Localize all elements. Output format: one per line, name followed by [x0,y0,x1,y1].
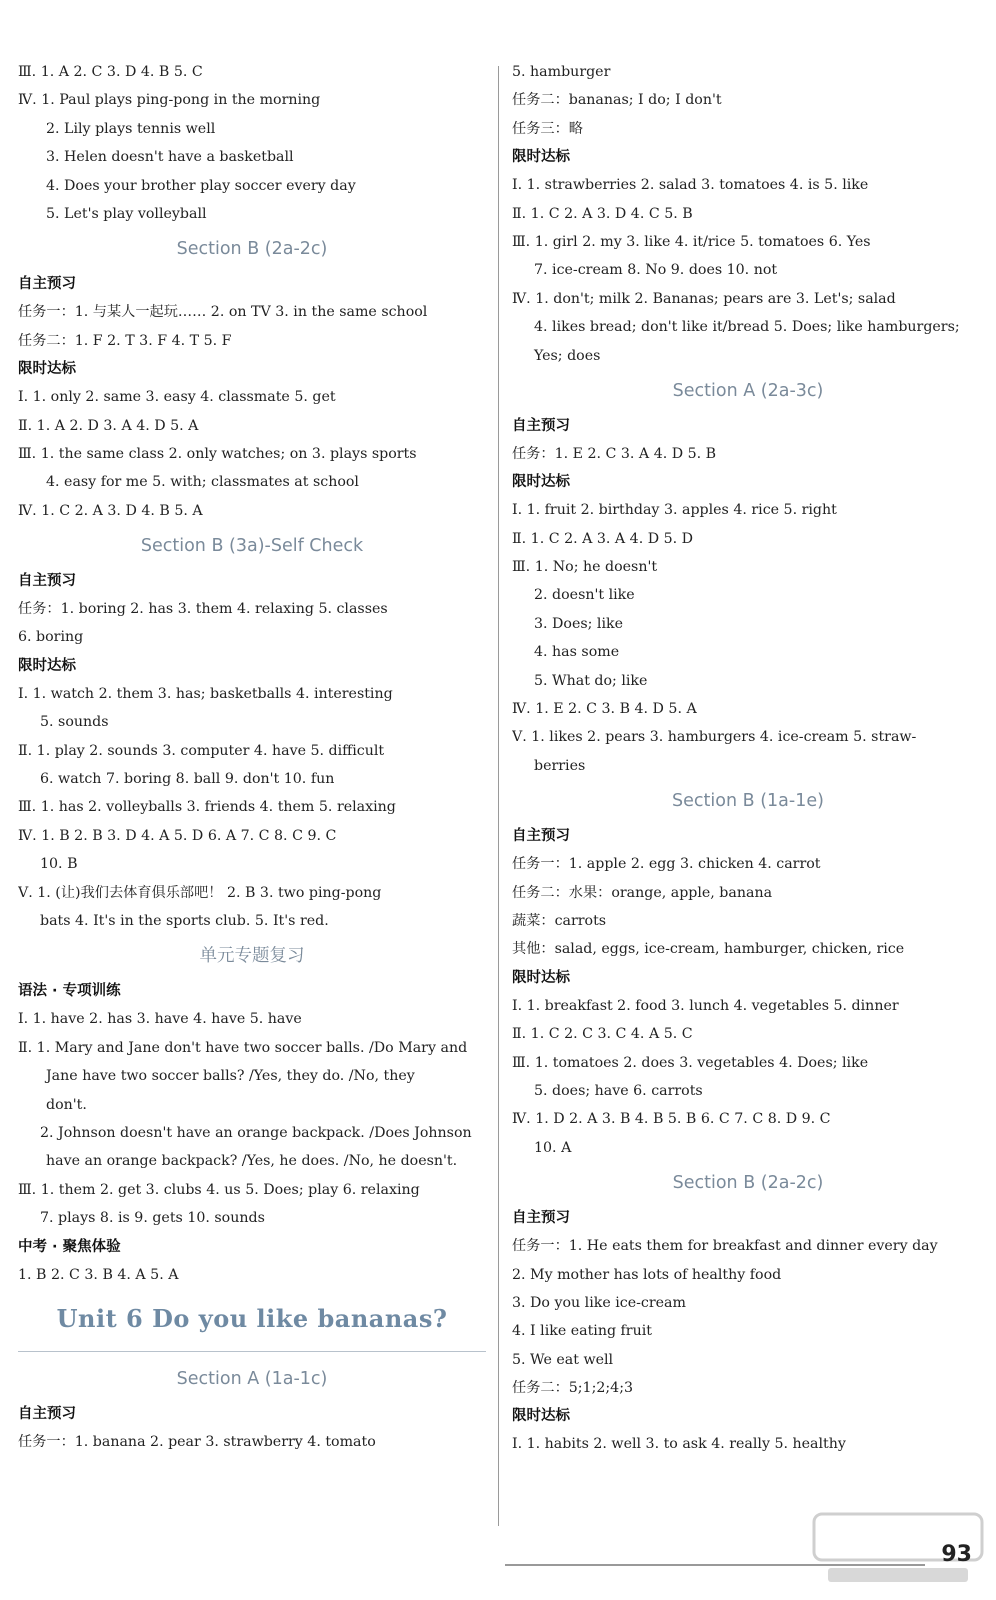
answer-line: 5. does; have 6. carrots [534,1082,703,1099]
answer-line: 4. Does your brother play soccer every day [46,177,356,194]
answer-line: 2. My mother has lots of healthy food [512,1266,782,1283]
answer-line: Jane have two soccer balls? /Yes, they do. /No, they [46,1068,415,1085]
subheading: 自主预习 [512,1210,570,1227]
answer-line: Ⅱ. 1. C 2. A 3. D 4. C 5. B [512,205,693,222]
answer-line: 5. sounds [40,714,109,731]
unit-rule [18,1351,486,1352]
answer-line: Ⅳ. 1. don't; milk 2. Bananas; pears are 3. Let's; salad [512,290,896,307]
unit-title: Unit 6 Do you like bananas? [56,1303,448,1333]
section-heading: Section B (1a-1e) [672,791,824,812]
answer-line: Ⅰ. 1. have 2. has 3. have 4. have 5. have [18,1011,302,1028]
answer-line: 任务一：1. He eats them for breakfast and dinner every day [512,1238,938,1255]
section-heading: Section A (1a-1c) [176,1368,328,1389]
subheading: 中考 · 聚焦体验 [18,1238,121,1255]
section-heading: 单元专题复习 [199,946,305,967]
answer-line: Ⅳ. 1. C 2. A 3. D 4. B 5. A [18,502,203,519]
answer-line: 任务二：水果：orange, apple, banana [512,884,773,901]
answer-line: 任务：1. E 2. C 3. A 4. D 5. B [512,445,717,462]
column-divider [498,66,499,1526]
answer-line: Ⅱ. 1. A 2. D 3. A 4. D 5. A [18,417,199,434]
answer-line: 5. hamburger [512,64,611,80]
answer-line: 6. watch 7. boring 8. ball 9. don't 10. fun [40,771,335,788]
answer-line: Ⅲ. 1. has 2. volleyballs 3. friends 4. them 5. relaxing [18,799,396,816]
answer-line: Ⅰ. 1. strawberries 2. salad 3. tomatoes 4. is 5. like [512,177,869,194]
subheading: 限时达标 [512,1408,570,1425]
answer-line: Ⅳ. 1. Paul plays ping-pong in the morning [18,92,321,109]
answer-line: 任务二：bananas; I do; I don't [512,92,722,109]
section-heading: Section A (2a-3c) [672,380,824,401]
subheading: 限时达标 [18,361,76,378]
subheading: 自主预习 [512,828,570,845]
subheading: 限时达标 [512,474,570,491]
page-number: 93 [941,1542,972,1567]
answer-line: 2. doesn't like [534,587,635,604]
answer-line: 4. likes bread; don't like it/bread 5. Does; like hamburgers; [534,319,960,336]
answer-line: Ⅱ. 1. play 2. sounds 3. computer 4. have 5. difficult [18,742,385,759]
answer-line: Ⅲ. 1. A 2. C 3. D 4. B 5. C [18,64,203,80]
answer-line: 6. boring [18,629,84,646]
subheading: 语法 · 专项训练 [18,983,121,1000]
answer-line: 5. Let's play volleyball [46,205,207,222]
answer-line: 3. Helen doesn't have a basketball [46,149,294,166]
answer-line: 任务一：1. 与某人一起玩…… 2. on TV 3. in the same school [18,304,428,321]
answer-line: 10. A [534,1139,572,1156]
subheading: 自主预习 [18,1405,76,1422]
answer-line: 10. B [40,856,78,873]
answer-line: Ⅰ. 1. only 2. same 3. easy 4. classmate 5. get [18,389,336,406]
answer-line: Ⅳ. 1. D 2. A 3. B 4. B 5. B 6. C 7. C 8. D 9. C [512,1111,831,1128]
answer-line: Ⅲ. 1. No; he doesn't [512,559,658,576]
subheading: 限时达标 [512,969,570,986]
answer-line: bats 4. It's in the sports club. 5. It's red. [40,912,329,929]
left-column [18,58,486,1456]
answer-line: berries [534,757,586,774]
subheading: 自主预习 [18,573,76,590]
answer-line: 7. ice-cream 8. No 9. does 10. not [534,262,778,279]
answer-line: 2. Johnson doesn't have an orange backpack. /Does Johnson [40,1124,472,1141]
answer-line: Ⅲ. 1. tomatoes 2. does 3. vegetables 4. Does; like [512,1054,869,1071]
answer-line: Ⅴ. 1. likes 2. pears 3. hamburgers 4. ice-cream 5. straw- [512,729,917,746]
answer-line: 4. I like eating fruit [512,1323,652,1340]
footer-rule [505,1564,925,1566]
answer-line: 任务一：1. apple 2. egg 3. chicken 4. carrot [512,856,821,873]
subheading: 自主预习 [18,276,76,293]
answer-line: 7. plays 8. is 9. gets 10. sounds [40,1210,265,1227]
answer-line: 任务：1. boring 2. has 3. them 4. relaxing 5. classes [18,601,388,618]
answer-line: Ⅱ. 1. Mary and Jane don't have two soccer balls. /Do Mary and [18,1039,468,1056]
answer-line: Ⅳ. 1. B 2. B 3. D 4. A 5. D 6. A 7. C 8. C 9. C [18,827,337,844]
right-column [512,58,984,1459]
subheading: 自主预习 [512,417,570,434]
answer-line: don't. [46,1096,87,1113]
answer-line: have an orange backpack? /Yes, he does. /No, he doesn't. [46,1153,458,1170]
answer-line: Ⅰ. 1. watch 2. them 3. has; basketballs 4. interesting [18,685,393,702]
section-heading: Section B (3a)-Self Check [140,536,364,557]
answer-line: Ⅲ. 1. the same class 2. only watches; on 3. plays sports [18,445,417,462]
answer-line: 任务二：5;1;2;4;3 [512,1380,634,1397]
answer-line: 3. Do you like ice-cream [512,1294,686,1311]
answer-line: Ⅰ. 1. breakfast 2. food 3. lunch 4. vegetables 5. dinner [512,997,899,1014]
subheading: 限时达标 [512,149,570,166]
section-heading: Section B (2a-2c) [672,1173,824,1194]
answer-line: Ⅱ. 1. C 2. A 3. A 4. D 5. D [512,530,694,547]
answer-line: 4. has some [534,644,620,661]
answer-line: 任务三：略 [512,120,583,137]
subheading: 限时达标 [18,657,76,674]
answer-line: Ⅲ. 1. girl 2. my 3. like 4. it/rice 5. tomatoes 6. Yes [512,233,871,250]
answer-line: 1. B 2. C 3. B 4. A 5. A [18,1266,179,1283]
answer-line: Ⅳ. 1. E 2. C 3. B 4. D 5. A [512,701,697,718]
answer-line: Ⅱ. 1. C 2. C 3. C 4. A 5. C [512,1026,693,1043]
answer-line: Yes; does [534,347,601,364]
answer-line: 任务一：1. banana 2. pear 3. strawberry 4. tomato [18,1433,376,1450]
answer-line: Ⅰ. 1. fruit 2. birthday 3. apples 4. rice 5. right [512,502,837,519]
answer-line: Ⅲ. 1. them 2. get 3. clubs 4. us 5. Does; play 6. relaxing [18,1181,420,1198]
section-heading: Section B (2a-2c) [176,239,328,260]
answer-line: 4. easy for me 5. with; classmates at school [46,474,359,491]
answer-line: Ⅰ. 1. habits 2. well 3. to ask 4. really 5. healthy [512,1436,846,1453]
answer-line: 3. Does; like [534,615,623,632]
answer-line: 蔬菜：carrots [512,912,607,929]
answer-line: Ⅴ. 1. (让)我们去体育俱乐部吧！ 2. B 3. two ping-pong [18,884,382,901]
answer-line: 5. What do; like [534,672,648,689]
answer-line: 其他：salad, eggs, ice-cream, hamburger, chicken, rice [512,941,905,958]
answer-line: 任务二：1. F 2. T 3. F 4. T 5. F [18,332,232,349]
answer-line: 5. We eat well [512,1351,614,1368]
answer-line: 2. Lily plays tennis well [46,120,216,137]
